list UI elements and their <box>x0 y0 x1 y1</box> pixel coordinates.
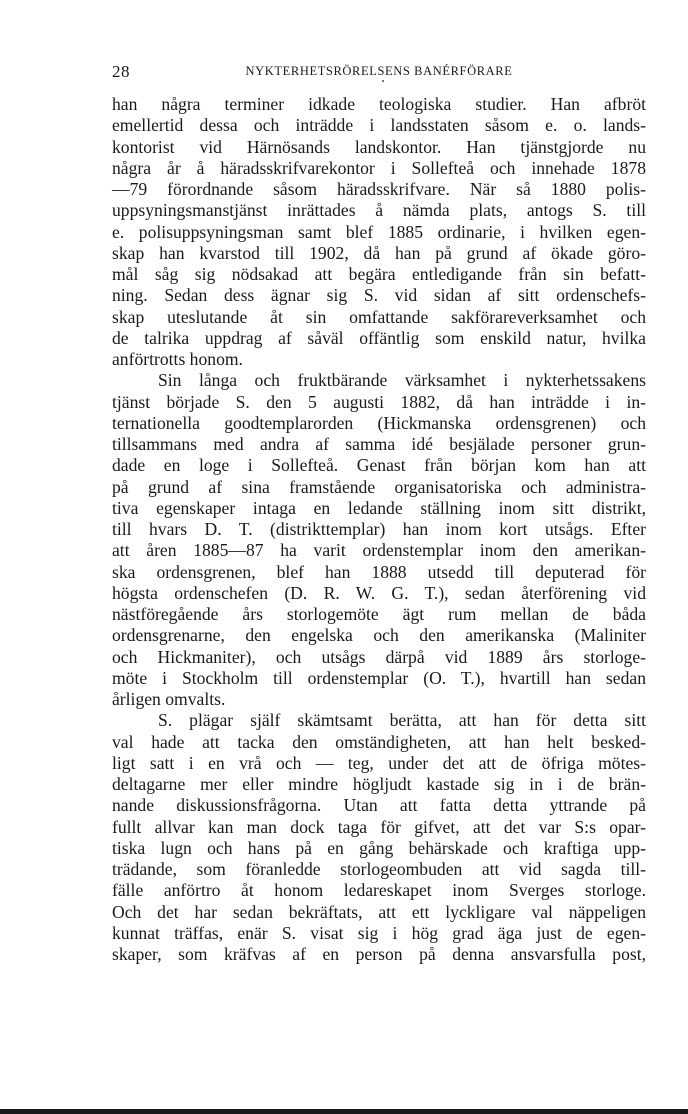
text-line: skap uteslutande åt sin omfattande sakförareverksamhet och <box>112 306 646 327</box>
paragraph <box>112 710 646 965</box>
text-line: skap han kvarstod till 1902, då han på grund af ökade göro- <box>112 242 646 263</box>
text-line: val hade att tacka den omständigheten, att han helt besked- <box>112 731 646 752</box>
text-line: att åren 1885—87 ha varit ordenstemplar inom den amerikan- <box>112 540 646 561</box>
text-line: de talrika uppdrag af såväl offäntlig som enskild natur, hvilka <box>112 327 646 348</box>
page-number: 28 <box>112 62 130 81</box>
running-title: NYKTERHETSRÖRELSENS BANÉRFÖRARE <box>245 64 513 78</box>
text-line: han några terminer idkade teologiska studier. Han afbröt <box>112 94 646 114</box>
text-line: emellertid dessa och inträdde i landsstaten såsom e. o. lands- <box>112 115 646 136</box>
text-line: S. plägar själf skämtsamt berätta, att han för detta sitt <box>158 710 646 731</box>
text-line: till hvars D. T. (distrikttemplar) han inom kort utsågs. Efter <box>112 519 646 539</box>
running-head <box>112 62 646 82</box>
text-line: —79 förordnande såsom häradsskrifvare. När så 1880 polis- <box>112 179 646 199</box>
text-line: Och det har sedan bekräftats, att ett lyckligare val näppeligen <box>112 901 646 922</box>
text-line: ternationella goodtemplarorden (Hickmanska ordensgrenen) och <box>112 412 646 433</box>
text-line: mål såg sig nödsakad att begära entledigande från sin befatt- <box>112 264 646 284</box>
text-line: årligen omvalts. <box>112 689 226 709</box>
bottom-edge-rule <box>0 1109 688 1114</box>
text-line: ligt satt i en vrå och — teg, under det att de öfriga mötes- <box>112 752 646 773</box>
text-line: skaper, som kräfvas af en person på denna ansvarsfulla post, <box>112 944 646 964</box>
text-line: kunnat träffas, enär S. visat sig i hög grad äga just de egen- <box>112 922 646 943</box>
text-line: deltagarne mer eller mindre högljudt kastade sig in i de brän- <box>112 774 646 794</box>
text-line: tiska lugn och hans på en gång behärskade och kraftiga upp- <box>112 837 646 858</box>
body-text <box>112 94 646 965</box>
text-line: e. polisuppsyningsman samt blef 1885 ordinarie, i hvilken egen- <box>112 221 646 242</box>
text-line: nästföregående års storlogemöte ägt rum mellan de båda <box>112 604 646 624</box>
text-line: fullt allvar kan man dock taga för gifvet, att det var S:s opar- <box>112 816 646 837</box>
text-line: tjänst började S. den 5 augusti 1882, då han inträdde i in- <box>112 391 646 412</box>
text-line: kontorist vid Härnösands landskontor. Han tjänstgjorde nu <box>112 136 646 157</box>
text-line: möte i Stockholm till ordenstemplar (O. T.), hvartill han sedan <box>112 667 646 688</box>
text-line: uppsyningsmanstjänst inrättades å nämda plats, antogs S. till <box>112 200 646 221</box>
text-line: trädande, som föranledde storlogeombuden att vid sagda till- <box>112 859 646 879</box>
text-line: tiva egenskaper intaga en ledande ställning inom sitt distrikt, <box>112 497 646 518</box>
text-line: ordensgrenarne, den engelska och den amerikanska (Maliniter <box>112 625 646 646</box>
text-line: Sin långa och fruktbärande värksamhet i nykterhetssakens <box>158 370 646 391</box>
text-line: anförtrotts honom. <box>112 349 243 369</box>
text-line: nande diskussionsfrågorna. Utan att fatta detta yttrande på <box>112 795 646 816</box>
text-line: dade en loge i Sollefteå. Genast från början kom han att <box>112 455 646 476</box>
paragraph <box>112 370 646 710</box>
text-line: fälle anförtro åt honom ledareskapet inom Sverges storloge. <box>112 880 646 901</box>
text-line: högsta ordenschefen (D. R. W. G. T.), sedan återförening vid <box>112 582 646 603</box>
text-line: på grund af sina framstående organisatoriska och administra- <box>112 476 646 497</box>
paragraph <box>112 94 646 370</box>
text-line: ning. Sedan dess ägnar sig S. vid sidan af sitt ordenschefs- <box>112 285 646 306</box>
text-line: tillsammans med andra af samma idé besjälade personer grun- <box>112 434 646 454</box>
text-line: ska ordensgrenen, blef han 1888 utsedd till deputerad för <box>112 561 646 582</box>
text-line: och Hickmaniter), och utsågs därpå vid 1889 års storloge- <box>112 646 646 667</box>
text-line: några år å häradsskrifvarekontor i Sollefteå och innehade 1878 <box>112 157 646 178</box>
